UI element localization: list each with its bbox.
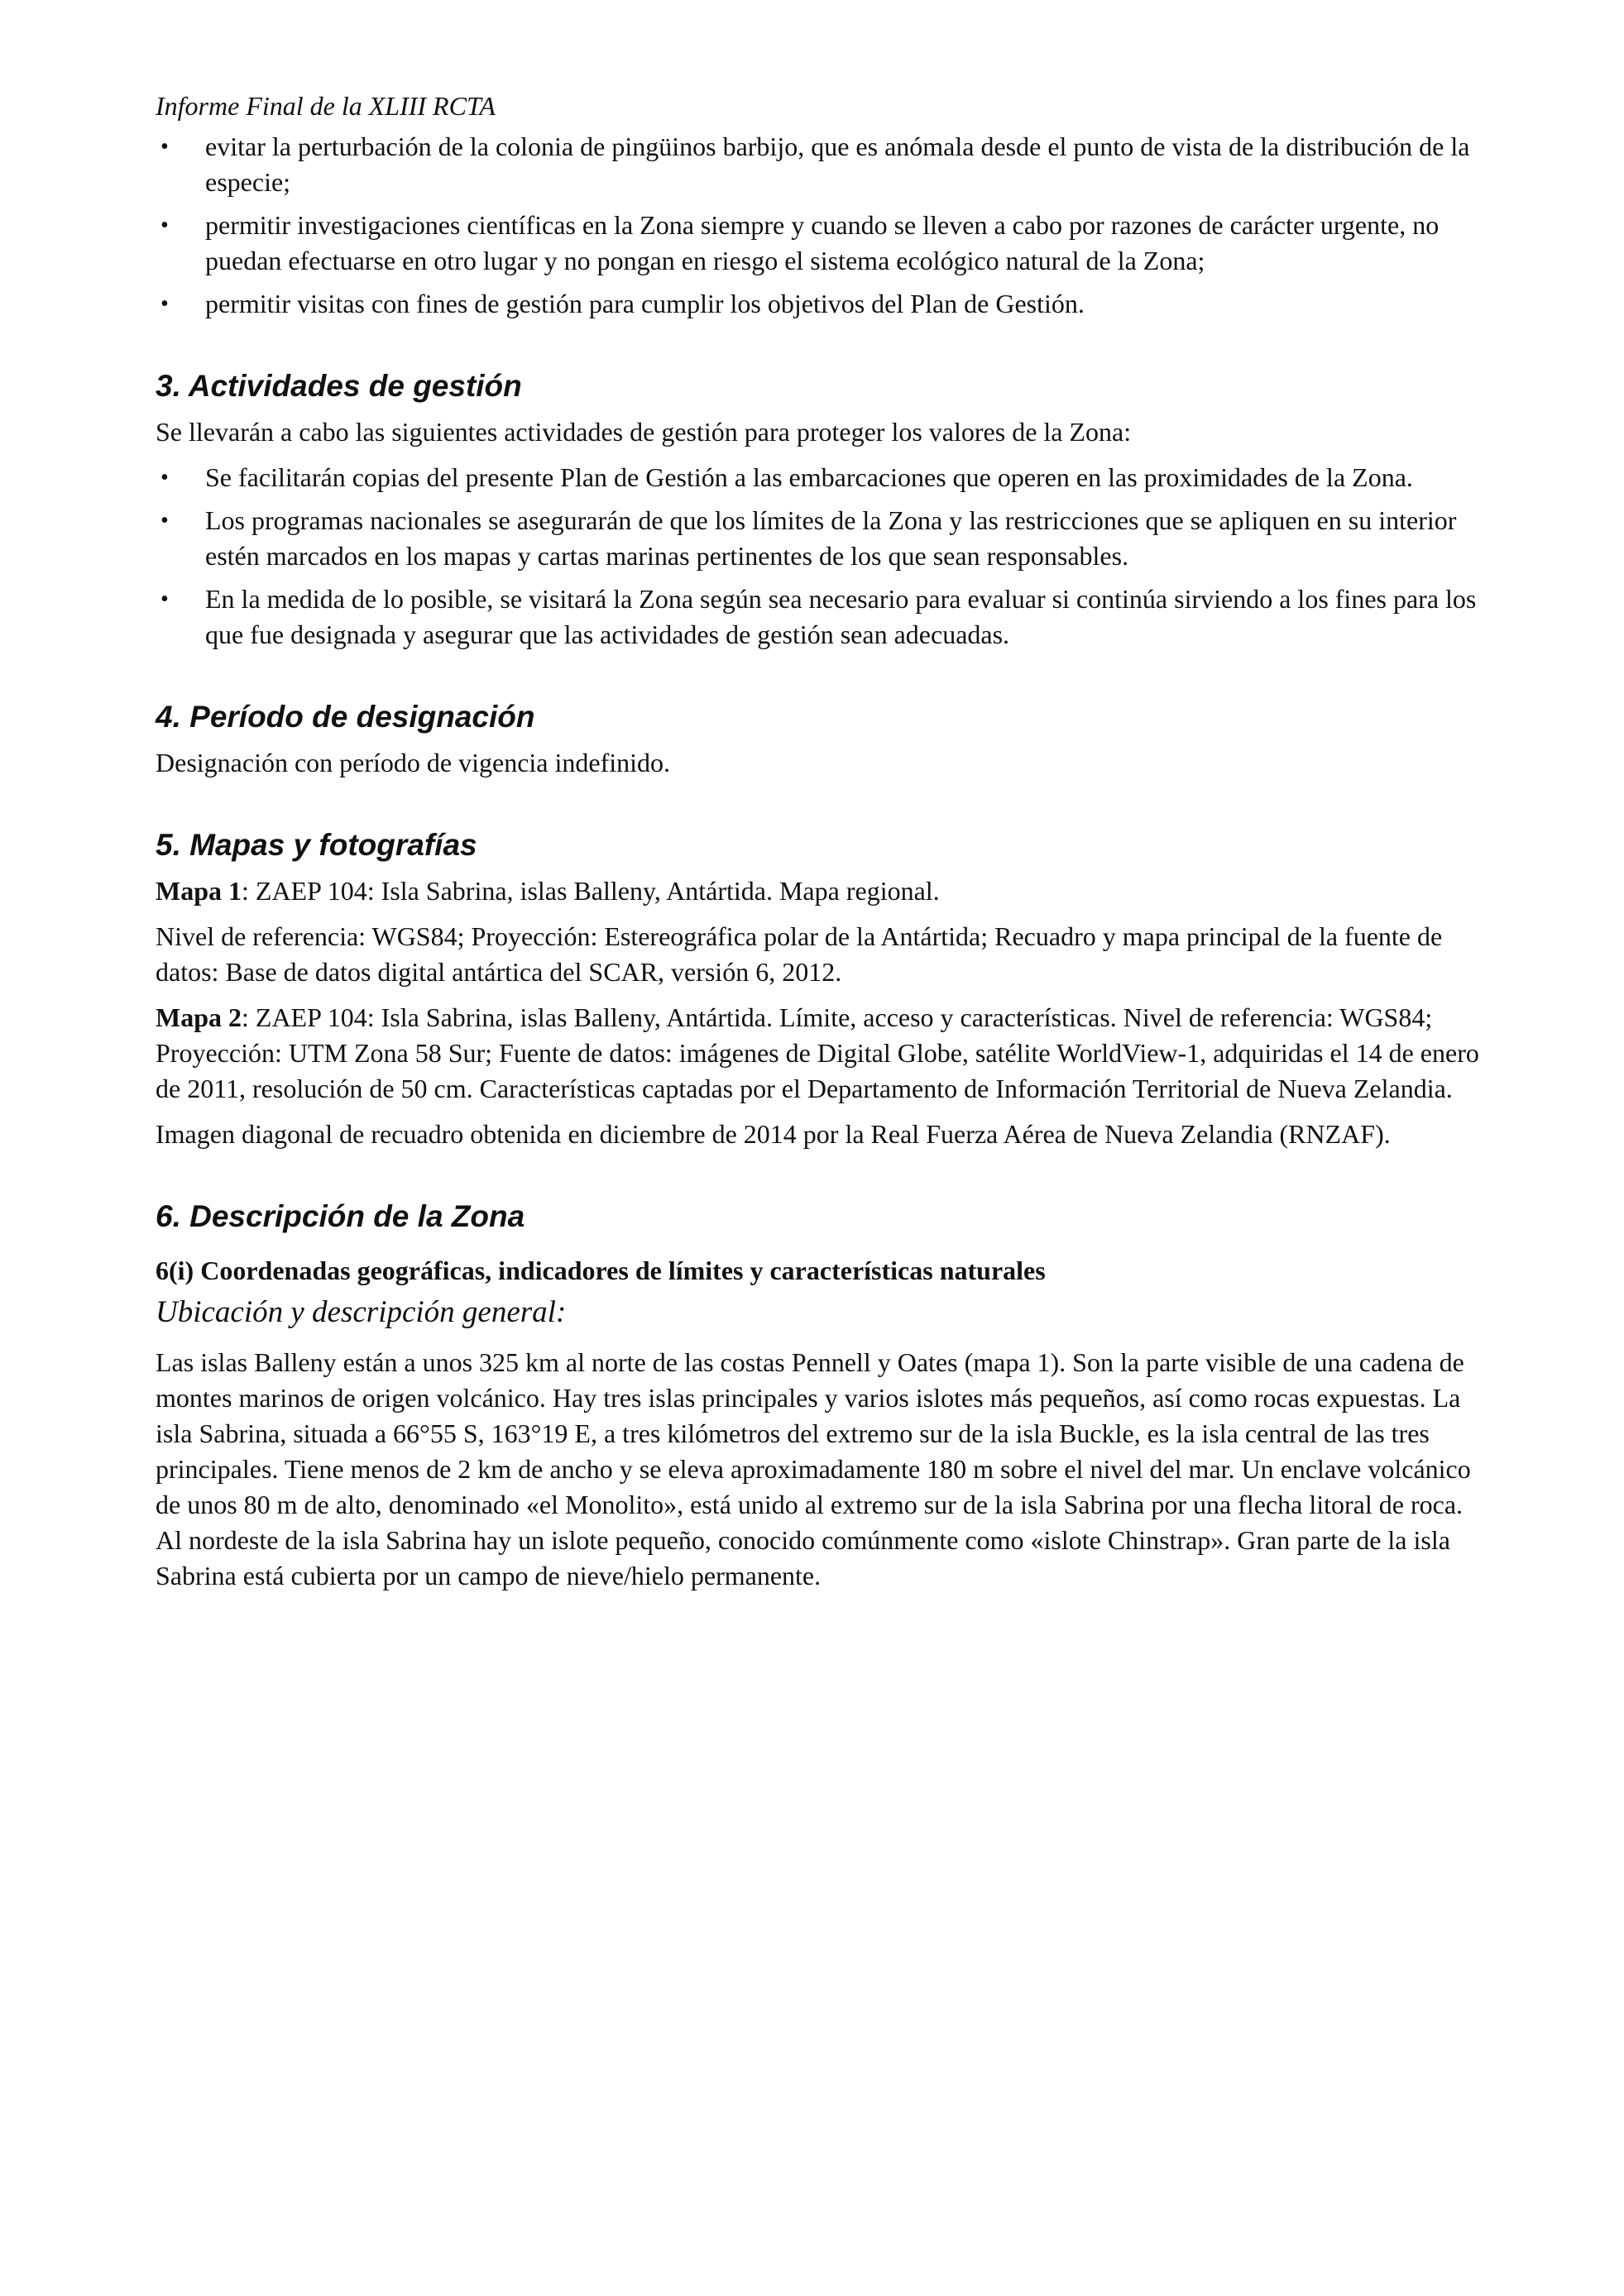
section-6-heading: 6. Descripción de la Zona <box>156 1199 525 1233</box>
list-item-text: Los programas nacionales se asegurarán de que los límites de la Zona y las restricciones que se apliquen en su interior estén marcados en los mapas y cartas marinas pertinentes de los que sean responsables. <box>205 505 1457 571</box>
section-4-heading: 4. Período de designación <box>156 700 535 734</box>
bullet-icon: • <box>160 134 169 160</box>
section-5-heading: 5. Mapas y fotografías <box>156 828 477 862</box>
bullet-icon: • <box>160 291 169 317</box>
list-item <box>156 286 1479 322</box>
bullet-icon: • <box>160 508 169 533</box>
list-item <box>156 503 1479 574</box>
list-item-text: permitir visitas con fines de gestión para cumplir los objetivos del Plan de Gestión. <box>205 289 1085 318</box>
list-item <box>156 581 1479 653</box>
document-page <box>156 89 1479 1604</box>
section-3-bullet-list <box>156 460 1479 653</box>
bullet-icon: • <box>160 465 169 490</box>
map-1-text: : ZAEP 104: Isla Sabrina, islas Balleny, Antártida. Mapa regional. <box>242 876 940 906</box>
list-item-text: En la medida de lo posible, se visitará la Zona según sea necesario para evaluar si continúa sirviendo a los fines para los que fue designada y asegurar que las actividades de gestión sean adecuadas. <box>205 584 1477 649</box>
section-3-intro: Se llevarán a cabo las siguientes actividades de gestión para proteger los valores de la Zona: <box>156 417 1132 447</box>
list-item-text: evitar la perturbación de la colonia de pingüinos barbijo, que es anómala desde el punto de vista de la distribución de la especie; <box>205 132 1470 197</box>
map-1-details: Nivel de referencia: WGS84; Proyección: Estereográfica polar de la Antártida; Recuadro y mapa principal de la fuente de datos: Base de datos digital antártica del SCAR, versión 6, 2012. <box>156 921 1443 987</box>
list-item-text: Se facilitarán copias del presente Plan de Gestión a las embarcaciones que operen en las proximidades de la Zona. <box>205 462 1413 492</box>
map-1-caption <box>156 873 1479 909</box>
intro-bullet-list <box>156 129 1479 322</box>
map-2-label: Mapa 2 <box>156 1002 242 1032</box>
list-item <box>156 129 1479 200</box>
subsection-6i-heading: 6(i) Coordenadas geográficas, indicadores de límites y características naturales <box>156 1256 1046 1285</box>
running-header: Informe Final de la XLIII RCTA <box>156 91 496 121</box>
bullet-icon: • <box>160 586 169 612</box>
image-note: Imagen diagonal de recuadro obtenida en diciembre de 2014 por la Real Fuerza Aérea de Nueva Zelandia (RNZAF). <box>156 1119 1391 1149</box>
bullet-icon: • <box>160 213 169 238</box>
map-2-text: : ZAEP 104: Isla Sabrina, islas Balleny, Antártida. Límite, acceso y características. Nivel de referencia: WGS84; Proyección: UTM Zona 58 Sur; Fuente de datos: imágenes de Digital Globe, satélite WorldView-1, adquiridas el 14 de enero de 2011, resolución de 50 cm. Características captadas por el Departamento de Información Territorial de Nueva Zelandia. <box>156 1002 1479 1103</box>
general-location-paragraph: Las islas Balleny están a unos 325 km al norte de las costas Pennell y Oates (mapa 1). Son la parte visible de una cadena de montes marinos de origen volcánico. Hay tres islas principales y varios islotes más pequeños, así como rocas expuestas. La isla Sabrina, situada a 66°55 S, 163°19 E, a tres kilómetros del extremo sur de la isla Buckle, es la isla central de las tres principales. Tiene menos de 2 km de ancho y se eleva aproximadamente 180 m sobre el nivel del mar. Un enclave volcánico de unos 80 m de alto, denominado «el Monolito», está unido al extremo sur de la isla Sabrina por una flecha litoral de roca. Al nordeste de la isla Sabrina hay un islote pequeño, conocido comúnmente como «islote Chinstrap». Gran parte de la isla Sabrina está cubierta por un campo de nieve/hielo permanente. <box>156 1347 1471 1590</box>
general-location-subheading: Ubicación y descripción general: <box>156 1295 567 1329</box>
list-item <box>156 460 1479 495</box>
map-1-label: Mapa 1 <box>156 876 242 906</box>
section-4-text: Designación con período de vigencia indefinido. <box>156 748 671 777</box>
list-item-text: permitir investigaciones científicas en la Zona siempre y cuando se lleven a cabo por razones de carácter urgente, no puedan efectuarse en otro lugar y no pongan en riesgo el sistema ecológico natural de la Zona; <box>205 210 1440 275</box>
map-2-caption <box>156 1000 1479 1107</box>
list-item <box>156 208 1479 279</box>
section-3-heading: 3. Actividades de gestión <box>156 369 522 403</box>
